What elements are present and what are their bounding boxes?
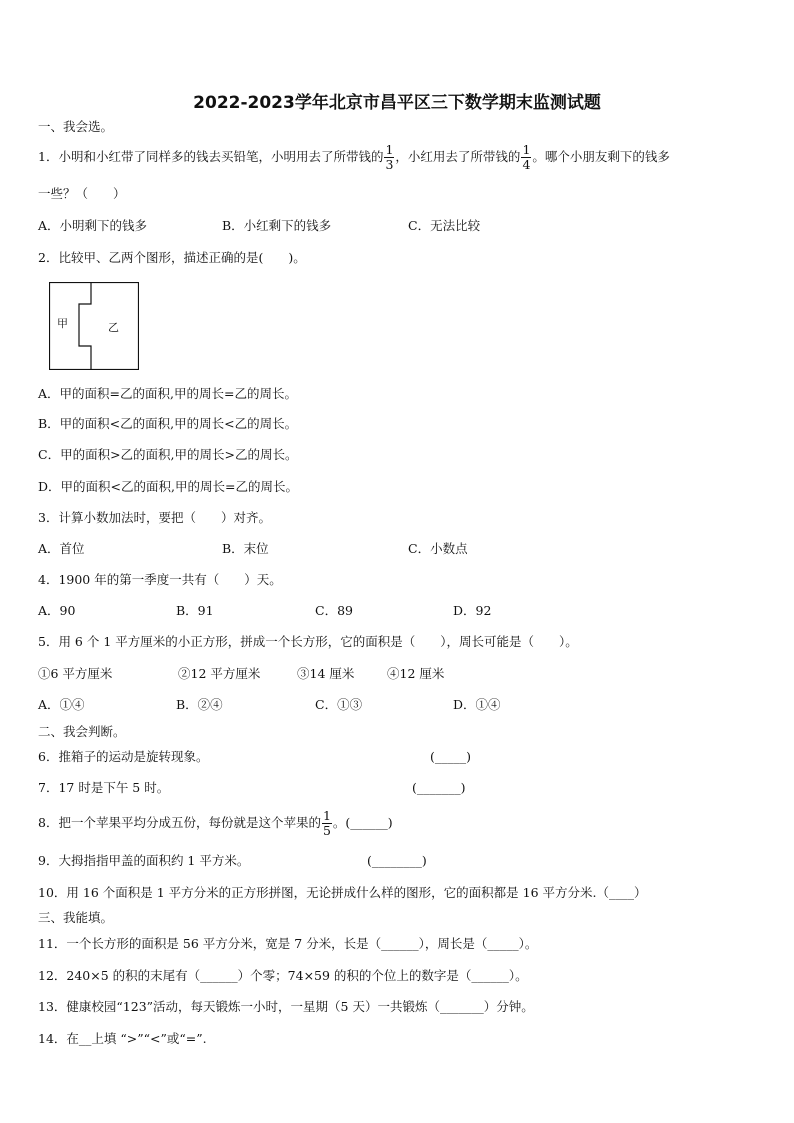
question-4: 4．1900 年的第一季度一共有（ ）天。 (38, 572, 282, 587)
shape-label-yi: 乙 (108, 321, 119, 334)
fraction-one-third (384, 143, 394, 172)
fraction-denominator: 4 (522, 157, 531, 172)
fraction-numerator: 1 (522, 142, 531, 157)
question-12: 12．240×5 的积的末尾有（______）个零；74×59 的积的个位上的数字是（______）。 (38, 968, 528, 983)
question-6-answer-blank[interactable]: (_____) (430, 749, 472, 764)
fraction-one-quarter (521, 143, 531, 172)
q3-option-b[interactable]: B．末位 (222, 541, 269, 556)
question-13: 13．健康校园“123”活动，每天锻炼一小时，一星期（5 天）一共锻炼（_______）分钟。 (38, 999, 534, 1014)
question-6: 6．推箱子的运动是旋转现象。 (38, 749, 209, 764)
q5-choice-4: ④12 厘米 (387, 666, 445, 681)
question-11: 11．一个长方形的面积是 56 平方分米，宽是 7 分米，长是（______），周长是（_____）。 (38, 936, 538, 951)
fraction-numerator: 1 (385, 142, 394, 157)
q4-option-c[interactable]: C．89 (315, 603, 353, 618)
question-1-line2: 一些？（ ） (38, 186, 126, 201)
q5-choice-2: ②12 平方厘米 (178, 666, 261, 681)
fraction-denominator: 5 (322, 823, 331, 838)
q5-option-b[interactable]: B．②④ (176, 697, 223, 712)
shape-label-jia: 甲 (57, 317, 68, 330)
section-heading-3: 三、我能填。 (38, 910, 114, 925)
question-9-answer-blank[interactable]: (________) (367, 853, 427, 868)
q5-choice-1: ①6 平方厘米 (38, 666, 113, 681)
q5-choice-3: ③14 厘米 (297, 666, 355, 681)
q3-option-c[interactable]: C．小数点 (408, 541, 468, 556)
question-14: 14．在__上填 “>”“<”或“=”. (38, 1031, 207, 1046)
page-title: 2022-2023学年北京市昌平区三下数学期末监测试题 (193, 93, 601, 113)
q1-option-a[interactable]: A．小明剩下的钱多 (38, 218, 148, 233)
question-1-post: 。哪个小朋友剩下的钱多 (532, 149, 670, 164)
shape-comparison-figure (49, 282, 139, 370)
fraction-one-fifth (322, 809, 332, 838)
question-8-post[interactable]: 。(______) (332, 815, 393, 830)
section-heading-1: 一、我会选。 (38, 119, 114, 134)
question-5: 5．用 6 个 1 平方厘米的小正方形，拼成一个长方形，它的面积是（ ），周长可能是（ ）。 (38, 634, 578, 649)
q4-option-d[interactable]: D．92 (453, 603, 492, 618)
section-heading-2: 二、我会判断。 (38, 724, 126, 739)
q2-option-d[interactable]: D．甲的面积<乙的面积,甲的周长=乙的周长。 (38, 479, 298, 494)
q1-option-b[interactable]: B．小红剩下的钱多 (222, 218, 332, 233)
question-2: 2．比较甲、乙两个图形，描述正确的是( )。 (38, 250, 306, 265)
q5-option-d[interactable]: D．①④ (453, 697, 501, 712)
question-1-mid: ，小红用去了所带钱的 (395, 149, 521, 164)
q2-option-c[interactable]: C．甲的面积>乙的面积,甲的周长>乙的周长。 (38, 447, 298, 462)
question-7: 7．17 时是下午 5 时。 (38, 780, 170, 795)
q4-option-a[interactable]: A．90 (38, 603, 76, 618)
q5-option-a[interactable]: A．①④ (38, 697, 85, 712)
fraction-numerator: 1 (322, 808, 331, 823)
question-3: 3．计算小数加法时，要把（ ）对齐。 (38, 510, 271, 525)
question-10: 10．用 16 个面积是 1 平方分米的正方形拼图，无论拼成什么样的图形，它的面积都是 16 平方分米.（____） (38, 885, 647, 900)
question-1 (38, 142, 670, 172)
q3-option-a[interactable]: A．首位 (38, 541, 85, 556)
q1-option-c[interactable]: C．无法比较 (408, 218, 481, 233)
question-8-pre: 8．把一个苹果平均分成五份，每份就是这个苹果的 (38, 815, 321, 830)
question-8 (38, 803, 393, 843)
fraction-denominator: 3 (385, 157, 394, 172)
question-1-pre: 1．小明和小红带了同样多的钱去买铅笔，小明用去了所带钱的 (38, 149, 384, 164)
q5-option-c[interactable]: C．①③ (315, 697, 363, 712)
q2-option-a[interactable]: A．甲的面积=乙的面积,甲的周长=乙的周长。 (38, 386, 297, 401)
question-9: 9．大拇指指甲盖的面积约 1 平方米。 (38, 853, 250, 868)
question-7-answer-blank[interactable]: (_______) (412, 780, 466, 795)
q4-option-b[interactable]: B．91 (176, 603, 214, 618)
q2-option-b[interactable]: B．甲的面积<乙的面积,甲的周长<乙的周长。 (38, 416, 298, 431)
